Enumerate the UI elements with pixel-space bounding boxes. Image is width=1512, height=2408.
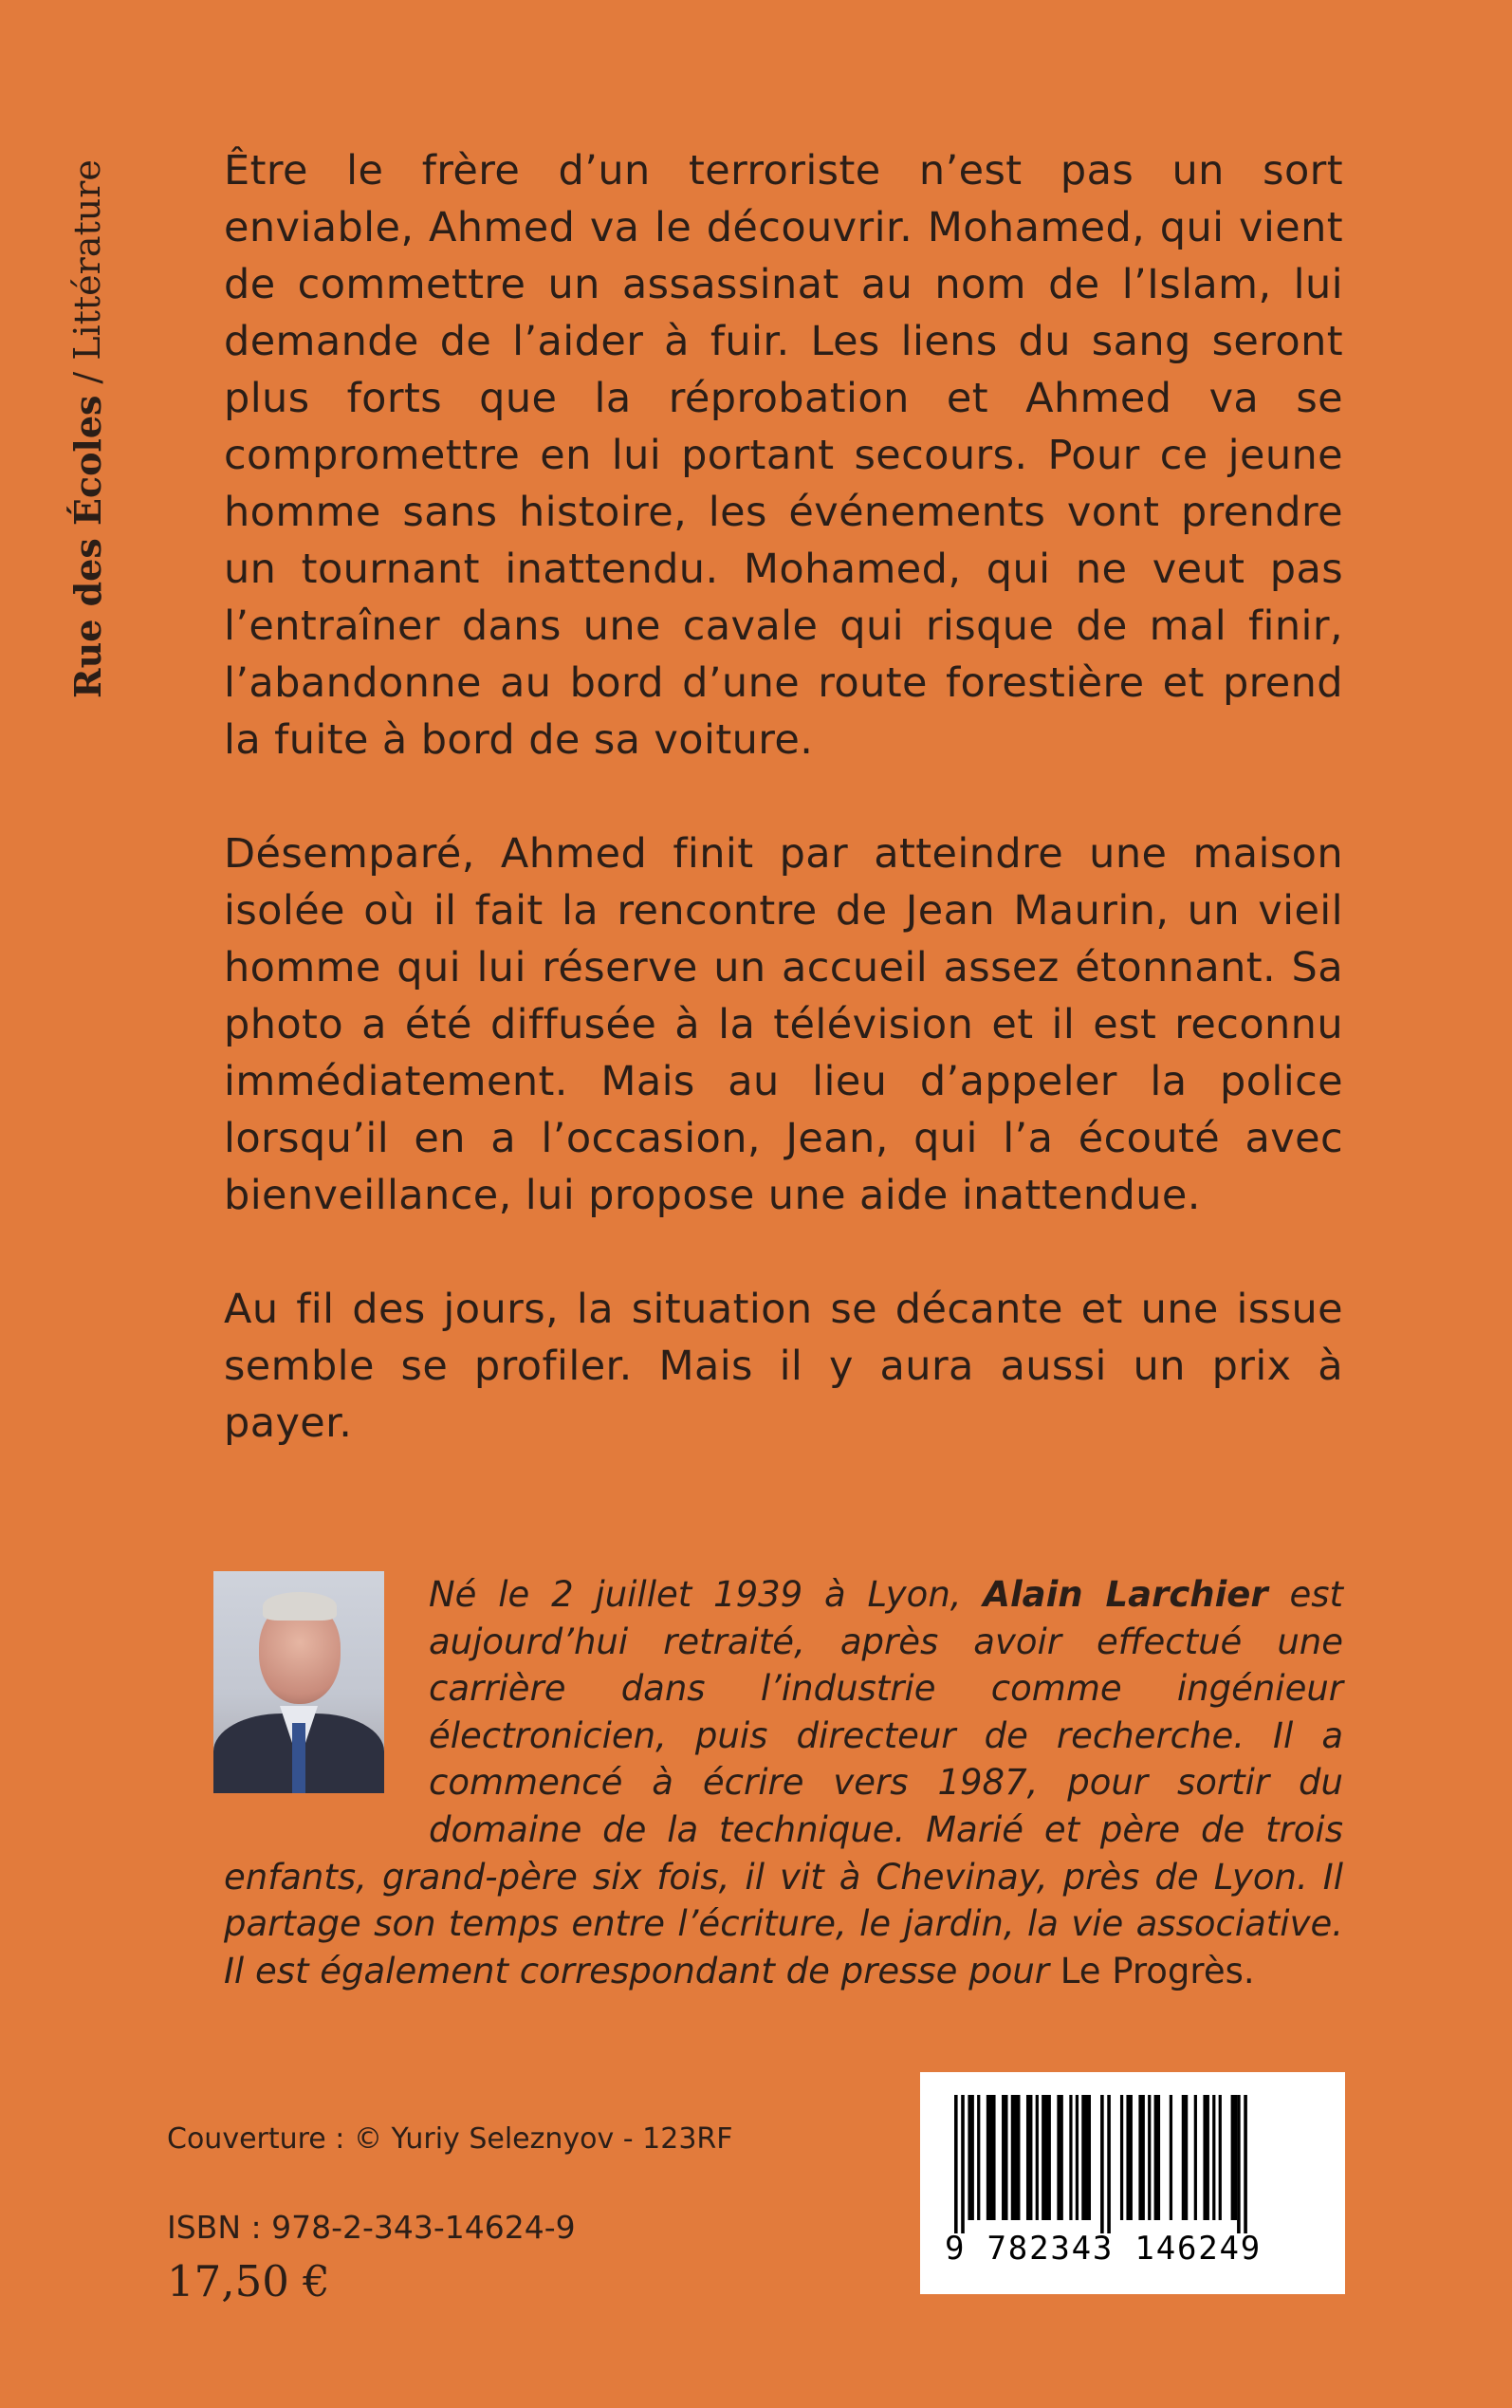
barcode-bar	[1026, 2095, 1032, 2220]
barcode	[920, 2072, 1345, 2294]
barcode-bar	[954, 2095, 958, 2233]
collection-name: Rue des Écoles	[65, 395, 109, 698]
barcode-bar	[968, 2095, 973, 2220]
barcode-bar	[1057, 2095, 1062, 2220]
barcode-bar	[1182, 2095, 1188, 2220]
barcode-bar	[1002, 2095, 1007, 2220]
barcode-bar	[1203, 2095, 1208, 2220]
spine-separator: /	[66, 371, 108, 384]
barcode-bar	[1069, 2095, 1072, 2220]
barcode-bar	[1042, 2095, 1051, 2220]
bio-end: .	[1243, 1950, 1255, 1991]
barcode-bar	[1148, 2095, 1151, 2220]
barcode-bar	[1237, 2095, 1241, 2233]
barcode-digits: 9 782343 146249	[945, 2230, 1263, 2268]
blurb-paragraph-2: Désemparé, Ahmed finit par atteindre une maison isolée où il fait la rencontre de Jean Maurin, un vieil homme qui lui réserve un accueil assez étonnant. Sa photo a été diffusée à la télévision et il est reconnu immédiatement. Mais au lieu d’appeler la police lorsqu’il en a l’occasion, Jean, qui l’a écouté avec bienveillance, lui propose une aide inattendue.	[224, 830, 1343, 1219]
author-biography	[224, 1571, 1343, 1994]
blurb-paragraph-3: Au fil des jours, la situation se décante et une issue semble se profiler. Mais il y aura aussi un prix à payer.	[224, 1286, 1343, 1447]
barcode-bar	[1231, 2095, 1237, 2220]
barcode-bar	[1081, 2095, 1091, 2220]
spine-label	[49, 110, 125, 698]
barcode-bar	[1011, 2095, 1021, 2220]
barcode-bars	[949, 2095, 1318, 2233]
barcode-bar	[1154, 2095, 1160, 2220]
barcode-bar	[1107, 2095, 1111, 2233]
back-cover-blurb	[224, 142, 1343, 1509]
barcode-bar	[977, 2095, 980, 2220]
price: 17,50 €	[167, 2256, 330, 2306]
genre-name: Littérature	[66, 159, 108, 361]
barcode-bar	[986, 2095, 996, 2220]
blurb-paragraph-1: Être le frère d’un terroriste n’est pas un sort enviable, Ahmed va le découvrir. Mohamed, qui vient de commettre un assassinat au nom de l’Islam, lui demande de l’aider à fuir. Les liens du sang seront plus forts que la réprobation et Ahmed va se compromettre en lui portant secours. Pour ce jeune homme sans histoire, les événements vont prendre un tournant inattendu. Mohamed, qui ne veut pas l’entraîner dans une cavale qui risque de mal finir, l’abandonne au bord d’une route forestière et prend la fuite à bord de sa voiture.	[224, 147, 1343, 764]
barcode-bar	[1036, 2095, 1039, 2220]
isbn: ISBN : 978-2-343-14624-9	[167, 2209, 576, 2246]
barcode-bar	[1244, 2095, 1247, 2233]
barcode-bar	[1100, 2095, 1104, 2233]
barcode-bar	[961, 2095, 965, 2233]
barcode-bar	[1194, 2095, 1197, 2220]
barcode-bar	[1138, 2095, 1144, 2220]
barcode-bar	[1120, 2095, 1123, 2220]
bio-intro: Né le 2 juillet 1939 à Lyon,	[429, 1574, 984, 1615]
cover-credit: Couverture : © Yuriy Seleznyov - 123RF	[167, 2122, 733, 2156]
barcode-bar	[1219, 2095, 1222, 2220]
newspaper-name: Le Progrès	[1060, 1950, 1244, 1991]
barcode-bar	[1212, 2095, 1215, 2220]
bio-body: est aujourd’hui retraité, après avoir effectué une carrière dans l’industrie comme ingénieur électronicien, puis directeur de recherche. Il a commencé à écrire vers 1987, pour sortir du domaine de la technique. Marié et père de trois enfants, grand-père six fois, il vit à Chevinay, près de Lyon. Il partage son temps entre l’écriture, le jardin, la vie associative. Il est également correspondant de presse pour	[224, 1574, 1344, 1991]
barcode-bar	[1076, 2095, 1079, 2220]
barcode-bar	[1170, 2095, 1172, 2220]
author-name: Alain Larchier	[983, 1574, 1268, 1615]
barcode-bar	[1126, 2095, 1132, 2220]
